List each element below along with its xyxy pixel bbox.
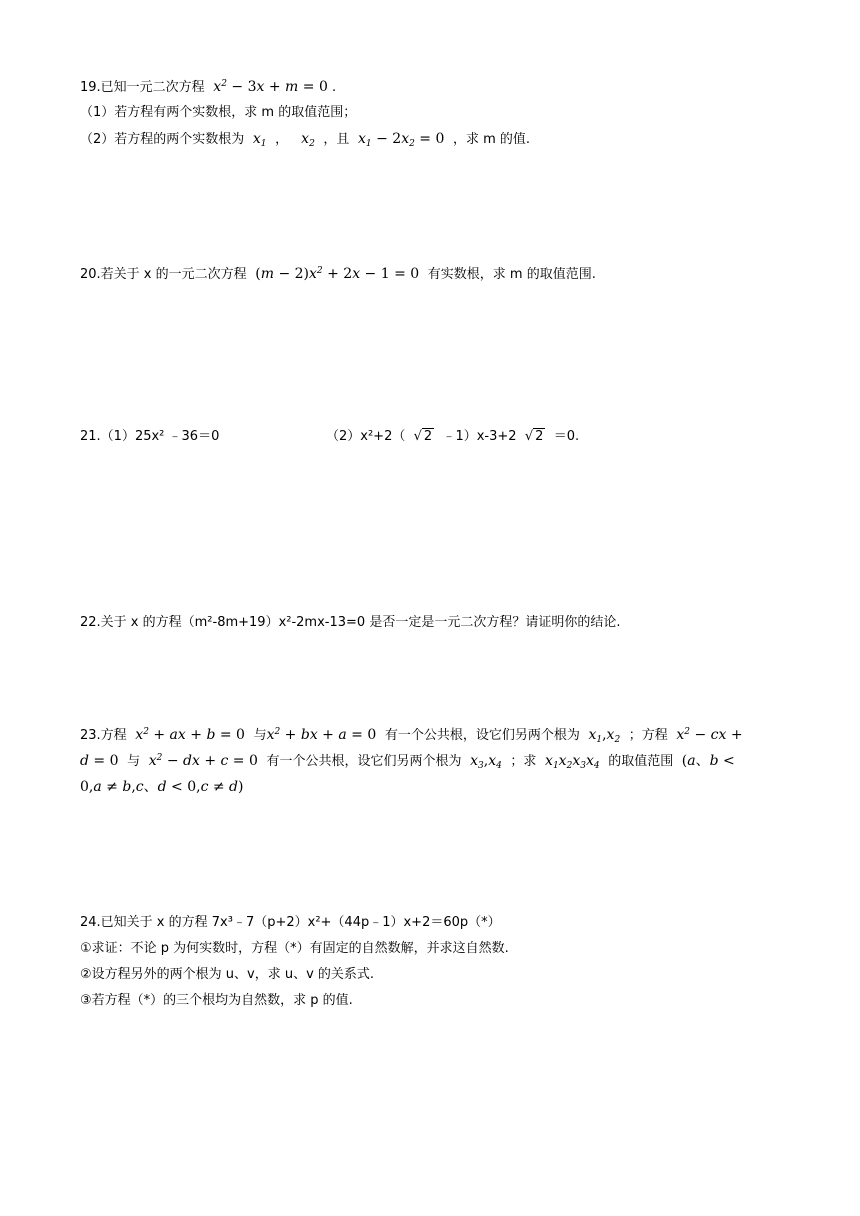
q24-part1: ①求证：不论 p 为何实数时，方程（*）有固定的自然数解，并求这自然数.	[80, 941, 509, 956]
q24-part3: ③若方程（*）的三个根均为自然数，求 p 的值.	[80, 993, 353, 1008]
q19-stem: 19.已知一元二次方程 $x^2 - 3x + m = 0$ .	[80, 79, 337, 95]
q21-part2: （2）x²+2（ √ 2 ﹣1）x-3+2 √ 2 ＝0.	[326, 427, 579, 447]
q19-part2: （2）若方程的两个实数根为 $x_1$ ， $x_2$ ，且 $x_1 - 2x_2 = 0$ ，求 m 的值.	[80, 131, 531, 149]
q22-text: 22.关于 x 的方程（m²-8m+19）x²-2mx-13=0 是否一定是一元二次方程？请证明你的结论.	[80, 615, 621, 630]
sqrt-2: √ 2	[409, 429, 433, 444]
q23-line1: 23.方程 $x^2$ + ax + b = 0 与$x^2$ + bx + a = 0 有一个公共根，设它们另两个根为 $x_1,x_2$ ；方程 $x^2$ − cx +	[80, 727, 743, 745]
q23-line2: d = 0 与 $x^2$ − dx + c = 0 有一个公共根，设它们另两个根为 $x_3,x_4$ ；求 $x_1x_2x_3x_4$ 的取值范围 (a、b <	[80, 753, 735, 771]
sqrt-2: √ 2	[520, 429, 544, 444]
q24-part2: ②设方程另外的两个根为 u、v，求 u、v 的关系式.	[80, 967, 375, 982]
q19-equation: $x^2 - 3x + m = 0$	[208, 79, 328, 95]
q23-line3: 0,a ≠ b,c、d < 0,c ≠ d)	[80, 779, 244, 795]
q19-part1: （1）若方程有两个实数根，求 m 的取值范围；	[80, 105, 357, 120]
q24-stem: 24.已知关于 x 的方程 7x³﹣7（p+2）x²+（44p﹣1）x+2＝60p（*）	[80, 915, 501, 930]
q20-stem: 20.若关于 x 的一元二次方程 $(m - 2)x^2 + 2x - 1 = 0$ 有实数根，求 m 的取值范围.	[80, 266, 596, 282]
q20-equation: $(m - 2)x^2 + 2x - 1 = 0$	[255, 266, 420, 282]
q21-part1: 21.（1）25x² ﹣36＝0	[80, 429, 220, 444]
